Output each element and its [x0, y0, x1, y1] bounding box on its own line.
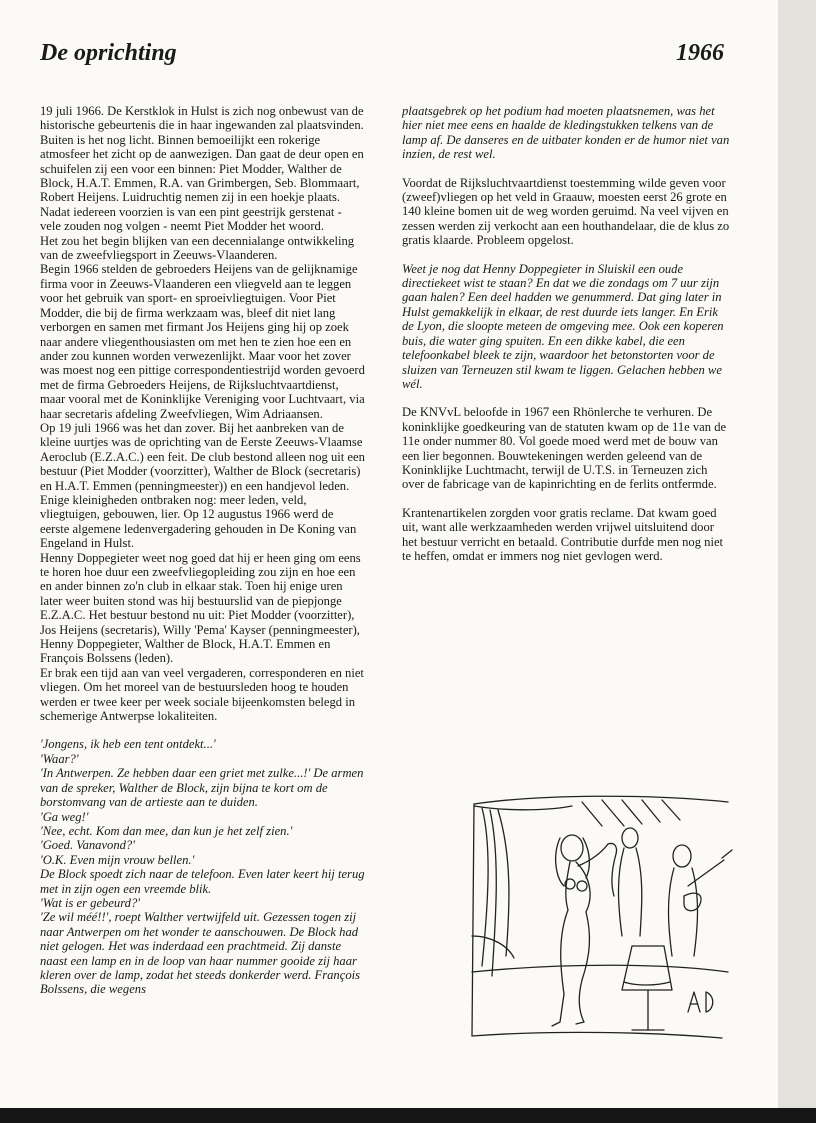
- dialogue-line: 'Nee, echt. Kom dan mee, dan kun je het zelf zien.': [40, 823, 293, 838]
- dialogue-line: 'Wat is er gebeurd?': [40, 895, 140, 910]
- left-column: [40, 104, 365, 997]
- paragraph: De KNVvL beloofde in 1967 een Rhönlerche te verhuren. De koninklijke goedkeuring van de statuten kwam op de 11e van de 11e onder nummer 80. Vol goede moed werd met de bouw van een lier begonnen. Bouwtekeningen werden geleend van de Koninklijke Luchtmacht, terwijl de U.T.S. in Terneuzen zich over de fabricage van de kapinrichting en de ferlits ontfermde.: [402, 405, 727, 492]
- dialogue-line: 'In Antwerpen. Ze hebben daar een griet met zulke...!' De armen van de spreker, Walther de Block, zijn bijna te kort om de borstomvang van de artieste aan te duiden.: [40, 766, 364, 810]
- dialogue-line: 'Ze wil méé!!', roept Walther vertwijfeld uit. Gezessen togen zij naar Antwerpen om het wonder te aanschouwen. De Block had niet gelogen. Het was inderdaad een prachtmeid. Zij danste naast een lamp en in de loop van haar nummer gooide zij haar kleren over de lamp, zodat het steeds donkerder werd. François Bolssens, die wegens: [40, 910, 361, 997]
- dialogue-line: 'Jongens, ik heb een tent ontdekt...': [40, 737, 216, 752]
- paragraph: Krantenartikelen zorgden voor gratis reclame. Dat kwam goed uit, want alle werkzaamheden werden vrijwel uitsluitend door het bestuur verricht en betaald. Contributie durfde men nog niet te heffen, omdat er immers nog niet gevlogen werd.: [402, 505, 724, 563]
- recollection-paragraph: Weet je nog dat Henny Doppegieter in Sluiskil een oude directiekeet wist te staan? En dat we die zondags om 7 uur zijn gaan halen? Een deel hadden we genummerd. Dat ging later in Hulst gemakkelijk in elkaar, de rest duurde iets langer. En Erik de Lyon, die sloopte meteen de omgeving mee. Ook een koperen buis, die water ging spuiten. En een dikke kabel, die een telefoonkabel bleek te zijn, waardoor het betonstorten voor de sluizen van Terneuzen stil kwam te liggen. Gelachen hebben we wél.: [402, 261, 724, 391]
- paragraph: Henny Doppegieter weet nog goed dat hij er heen ging om eens te horen hoe duur een zweefvliegopleiding zou zijn en hoe een en ander binnen zo'n club in elkaar stak. Toen hij enige uren later weer buiten stond was hij bestuurslid van de piepjonge E.Z.A.C. Het bestuur bestond nu uit: Piet Modder (voorzitter), Jos Heijens (secretaris), Willy 'Pema' Kayser (penningmeester), Henny Doppegieter, Walther de Block, H.A.T. Emmen en François Bolssens (leden).: [40, 550, 361, 666]
- right-column: [402, 104, 732, 577]
- paragraph: Op 19 juli 1966 was het dan zover. Bij het aanbreken van de kleine uurtjes was de oprichting van de Eerste Zeeuws-Vlaamse Aeroclub (E.Z.A.C.) een feit. De club bestond alleen nog uit een bestuur (Piet Modder (voorzitter), Walther de Block (secretaris) en H.A.T. Emmen (penningmeester)) en een handjevol leden. Enige kleinigheden ontbraken nog: meer leden, veld, vliegtuigen, gebouwen, lier. Op 12 augustus 1966 werd de eerste algemene ledenvergadering gehouden in De Koning van Engeland in Hulst.: [40, 420, 365, 551]
- page-title: De oprichting: [40, 40, 177, 66]
- paragraph: 19 juli 1966. De Kerstklok in Hulst is zich nog onbewust van de historische gebeurtenis die in haar ingewanden zal plaatsvinden. Buiten is het nog licht. Binnen bemoeilijkt een rokerige atmosfeer het zicht op de aanwezigen. Dan gaat de deur open en schuifelen zij een voor een binnen: Piet Modder, Walther de Block, H.A.T. Emmen, R.A. van Grimbergen, Seb. Blommaart, Robert Heijens. Luidruchtig nemen zij in een hoekje plaats. Nadat iedereen voorzien is van een pint geestrijk gerstenat - vele zouden nog volgen - neemt Piet Modder het woord.: [40, 104, 364, 234]
- dialogue: [40, 737, 365, 996]
- page-year: 1966: [676, 40, 724, 66]
- paragraph: Het zou het begin blijken van een decennialange ontwikkeling van de zweefvliegsport in Zeeuws-Vlaanderen.: [40, 233, 355, 263]
- cartoon-illustration: [452, 786, 738, 1058]
- dialogue-line: 'Waar?': [40, 751, 79, 766]
- bottom-border: [0, 1108, 816, 1123]
- dialogue-line: 'O.K. Even mijn vrouw bellen.': [40, 852, 195, 867]
- dialogue-line: De Block spoedt zich naar de telefoon. Even later keert hij terug met in zijn ogen een vreemde blik.: [40, 867, 365, 896]
- paragraph: plaatsgebrek op het podium had moeten plaatsnemen, was het hier niet mee eens en haalde de kledingstukken telkens van de lamp af. De danseres en de uitbater konden er de humor niet van inzien, de rest wel.: [402, 104, 730, 162]
- paragraph: Begin 1966 stelden de gebroeders Heijens van de gelijknamige firma voor in Zeeuws-Vlaanderen een vliegveld aan te leggen voor het gebruik van sport- en sproeivliegtuigen. Voor Piet Modder, die bij de firma werkzaam was, bleef dit niet lang verborgen en samen met firmant Jos Heijens ging hij op zoek naar andere vliegenthousiasten om met hen te zien hoe een en ander zou kunnen worden verwezenlijkt. Maar voor het zover was moest nog een pittige correspondentiestrijd worden gevoerd met de firma Gebroeders Heijens, de Rijksluchtvaartdienst, maar vooral met de Koninklijke Vereniging voor Luchtvaart, via haar secretaris afdeling Zweefvliegen, Wim Adriaansen.: [40, 262, 365, 421]
- dialogue-line: 'Ga weg!': [40, 809, 89, 824]
- dialogue-line: 'Goed. Vanavond?': [40, 838, 135, 853]
- paragraph: Er brak een tijd aan van veel vergaderen, corresponderen en niet vliegen. Om het moreel van de bestuursleden hoog te houden werden er twee keer per week sociale bijeenkomsten belegd in schemerige Antwerpse lokaliteiten.: [40, 665, 364, 724]
- page-edge: [778, 0, 816, 1123]
- paragraph: Voordat de Rijksluchtvaartdienst toestemming wilde geven voor (zweef)vliegen op het veld in Graauw, moesten eerst 26 grote en 140 kleine bomen uit de weg worden geruimd. Na veel vijven en zessen werden zij verkocht aan een houthandelaar, die de klus zo gratis klaarde. Probleem opgelost.: [402, 175, 730, 248]
